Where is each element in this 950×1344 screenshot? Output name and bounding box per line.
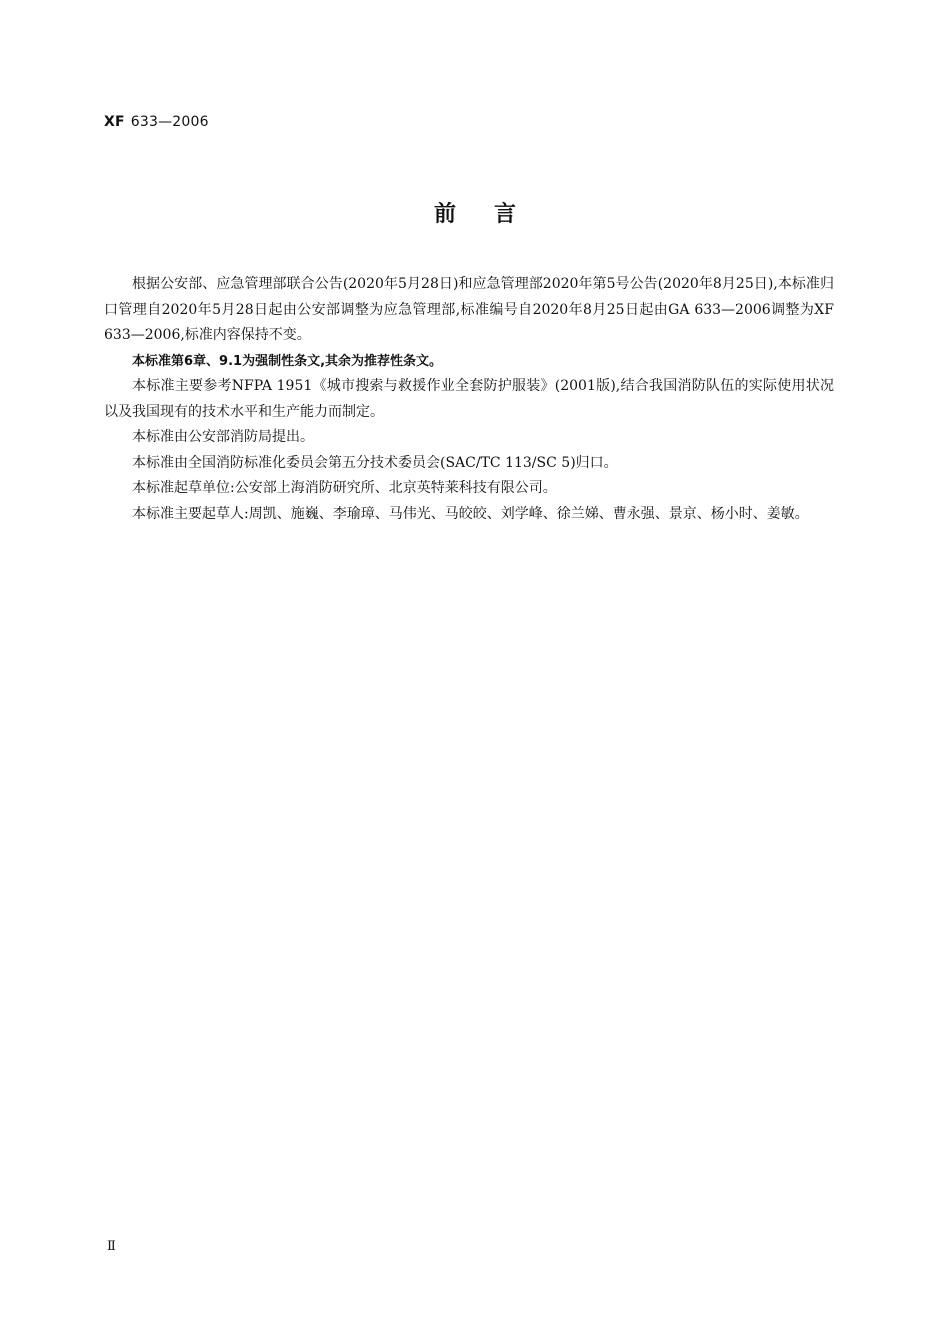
paragraph-mandatory-clauses: 本标准第6章、9.1为强制性条文,其余为推荐性条文。	[132, 353, 443, 369]
document-code	[104, 114, 209, 130]
document-code-prefix: XF	[104, 114, 125, 130]
paragraph-proposer: 本标准由公安部消防局提出。	[132, 429, 314, 445]
paragraph-reference: 本标准主要参考NFPA 1951《城市搜索与救援作业全套防护服装》(2001版),结合我国消防队伍的实际使用状况以及我国现有的技术水平和生产能力而制定。	[104, 378, 834, 420]
paragraph-committee: 本标准由全国消防标准化委员会第五分技术委员会(SAC/TC 113/SC 5)归口。	[132, 454, 618, 471]
document-body	[104, 272, 834, 527]
paragraph-drafters: 本标准主要起草人:周凯、施巍、李瑜璋、马伟光、马皎皎、刘学峰、徐兰娣、曹永强、景京、杨小时、姜敏。	[132, 505, 809, 522]
paragraph-announcement: 根据公安部、应急管理部联合公告(2020年5月28日)和应急管理部2020年第5号公告(2020年8月25日),本标准归口管理自2020年5月28日起由公安部调整为应急管理部,标准编号自2020年8月25日起由GA 633—2006调整为XF 633—2006,标准内容保持不变。	[104, 276, 834, 343]
document-code-number: 633—2006	[130, 114, 209, 130]
paragraph-drafting-units: 本标准起草单位:公安部上海消防研究所、北京英特莱科技有限公司。	[132, 480, 557, 496]
page-title: 前言	[433, 202, 554, 227]
page-number: Ⅱ	[107, 1239, 116, 1254]
